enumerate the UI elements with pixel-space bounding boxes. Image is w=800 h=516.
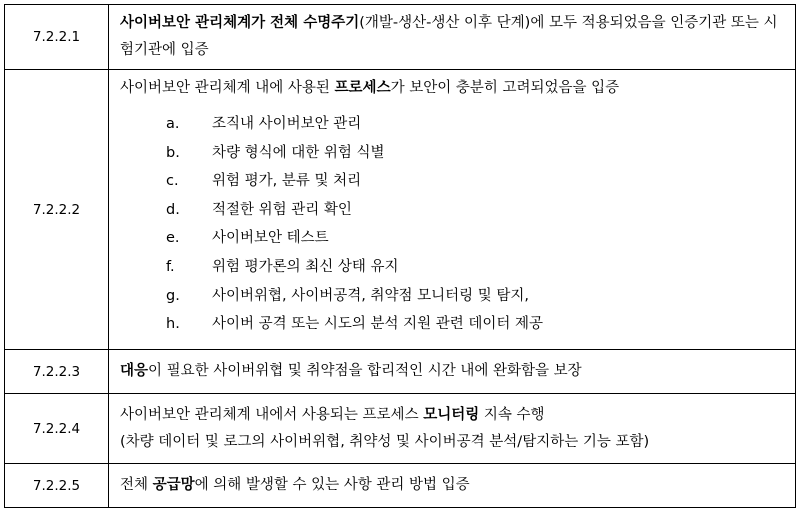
process-list (120, 110, 787, 339)
clause-number: 7.2.2.5 (5, 464, 109, 508)
list-item: b. 차량 형식에 대한 위험 식별 (166, 144, 385, 161)
clause-description (109, 70, 796, 350)
clause-description: 대응이 필요한 사이버위협 및 취약점을 합리적인 시간 내에 완화함을 보장 (109, 350, 796, 394)
table-row (5, 70, 796, 350)
requirements-table (4, 4, 796, 508)
clause-intro: 사이버보안 관리체계 내에 사용된 프로세스가 보안이 충분히 고려되었음을 입증 (120, 80, 620, 96)
clause-number: 7.2.2.4 (5, 394, 109, 464)
list-item: h. 사이버 공격 또는 시도의 분석 지원 관련 데이터 제공 (166, 316, 544, 333)
clause-description: 전체 공급망에 의해 발생할 수 있는 사항 관리 방법 입증 (109, 464, 796, 508)
list-item: a. 조직내 사이버보안 관리 (166, 116, 362, 132)
list-item: g. 사이버위협, 사이버공격, 취약점 모니터링 및 탐지, (166, 287, 530, 304)
clause-number: 7.2.2.2 (5, 70, 109, 350)
list-item: f. 위험 평가론의 최신 상태 유지 (166, 258, 399, 275)
table-row (5, 394, 796, 464)
clause-number: 7.2.2.3 (5, 350, 109, 394)
clause-number: 7.2.2.1 (5, 5, 109, 70)
list-item: d. 적절한 위험 관리 확인 (166, 201, 352, 218)
table-row (5, 350, 796, 394)
table-row (5, 464, 796, 508)
list-item: e. 사이버보안 테스트 (166, 230, 329, 247)
clause-description: 사이버보안 관리체계가 전체 수명주기(개발-생산-생산 이후 단계)에 모두 적용되었음을 인증기관 또는 시험기관에 입증 (109, 5, 796, 70)
list-item: c. 위험 평가, 분류 및 처리 (166, 173, 362, 190)
table-row (5, 5, 796, 70)
clause-description: 사이버보안 관리체계 내에서 사용되는 프로세스 모니터링 지속 수행 (차량 데이터 및 로그의 사이버위협, 취약성 및 사이버공격 분석/탐지하는 기능 포함) (109, 394, 796, 464)
